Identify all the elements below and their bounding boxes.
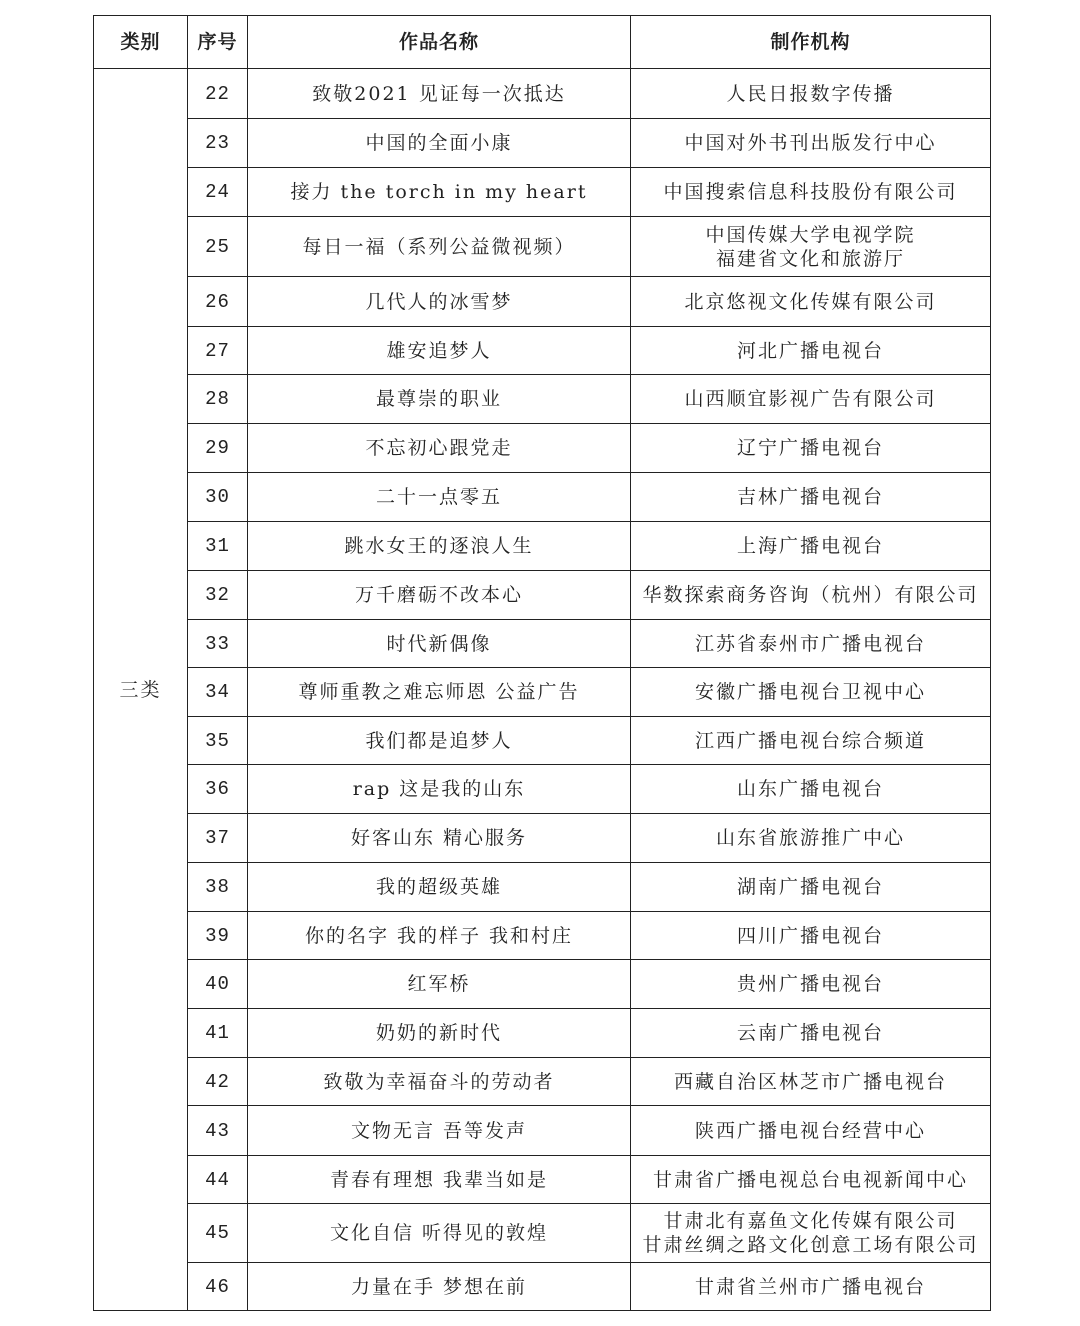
table-row	[94, 863, 991, 912]
producer-cell	[631, 668, 991, 717]
table-row	[94, 424, 991, 473]
table-row	[94, 473, 991, 522]
work-title: 不忘初心跟党走	[248, 424, 631, 473]
row-number: 24	[188, 168, 248, 217]
producer-cell	[631, 375, 991, 424]
producer-name: 甘肃省广播电视总台电视新闻中心	[652, 1168, 968, 1191]
producer-name: 中国对外书刊出版发行中心	[684, 132, 937, 154]
work-title: rap 这是我的山东	[248, 765, 631, 814]
row-number: 34	[188, 668, 248, 717]
producer-name: 人民日报数字传播	[726, 82, 895, 105]
producer-cell	[631, 424, 991, 473]
row-number: 26	[188, 277, 248, 327]
producer-cell	[631, 717, 991, 765]
row-number: 39	[188, 912, 248, 960]
producer-cell	[631, 277, 991, 327]
producer-cell	[631, 327, 991, 375]
producer-cell	[631, 863, 991, 912]
table-row	[94, 717, 991, 765]
table-row	[94, 1009, 991, 1058]
category-cell: 三类	[94, 69, 188, 1311]
work-title: 好客山东 精心服务	[248, 814, 631, 863]
header-number: 序号	[188, 16, 248, 69]
producer-cell	[631, 1058, 991, 1106]
producer-name: 福建省文化和旅游厅	[715, 247, 905, 270]
row-number: 29	[188, 424, 248, 473]
producer-cell	[631, 1156, 991, 1204]
header-title: 作品名称	[248, 16, 631, 69]
row-number: 36	[188, 765, 248, 814]
producer-name: 山西顺宜影视广告有限公司	[684, 388, 937, 410]
producer-name: 江西广播电视台综合频道	[694, 729, 926, 752]
table-row	[94, 1156, 991, 1204]
producer-cell	[631, 1263, 991, 1311]
header-producer: 制作机构	[631, 16, 991, 69]
row-number: 45	[188, 1204, 248, 1263]
table-row	[94, 1204, 991, 1263]
work-title: 我的超级英雄	[248, 863, 631, 912]
table-row	[94, 912, 991, 960]
producer-name: 吉林广播电视台	[736, 486, 884, 508]
row-number: 23	[188, 119, 248, 168]
producer-cell	[631, 168, 991, 217]
producer-cell	[631, 1106, 991, 1156]
work-title: 万千磨砺不改本心	[248, 571, 631, 620]
work-title: 文化自信 听得见的敦煌	[248, 1204, 631, 1263]
table-row	[94, 168, 991, 217]
work-title: 青春有理想 我辈当如是	[248, 1156, 631, 1204]
producer-name: 云南广播电视台	[736, 1022, 884, 1044]
row-number: 30	[188, 473, 248, 522]
producer-name: 中国搜索信息科技股份有限公司	[663, 181, 958, 203]
work-title: 致敬2021 见证每一次抵达	[248, 69, 631, 119]
table-row	[94, 327, 991, 375]
table-row	[94, 375, 991, 424]
producer-name: 甘肃省兰州市广播电视台	[694, 1275, 926, 1298]
row-number: 43	[188, 1106, 248, 1156]
producer-name: 辽宁广播电视台	[736, 437, 884, 459]
producer-cell	[631, 912, 991, 960]
row-number: 28	[188, 375, 248, 424]
work-title: 你的名字 我的样子 我和村庄	[248, 912, 631, 960]
table-row	[94, 1058, 991, 1106]
table-row	[94, 960, 991, 1009]
row-number: 40	[188, 960, 248, 1009]
producer-cell	[631, 814, 991, 863]
producer-cell	[631, 1204, 991, 1263]
row-number: 32	[188, 571, 248, 620]
producer-name: 中国传媒大学电视学院	[705, 223, 916, 246]
row-number: 27	[188, 327, 248, 375]
work-title: 中国的全面小康	[248, 119, 631, 168]
work-title: 尊师重教之难忘师恩 公益广告	[248, 668, 631, 717]
work-title: 接力 the torch in my heart	[248, 168, 631, 217]
table-row	[94, 814, 991, 863]
work-title: 时代新偶像	[248, 620, 631, 668]
work-title: 红军桥	[248, 960, 631, 1009]
table-row	[94, 69, 991, 119]
row-number: 38	[188, 863, 248, 912]
row-number: 31	[188, 522, 248, 571]
producer-cell	[631, 620, 991, 668]
work-title: 几代人的冰雪梦	[248, 277, 631, 327]
producer-name: 贵州广播电视台	[736, 973, 884, 995]
work-title: 文物无言 吾等发声	[248, 1106, 631, 1156]
producer-cell	[631, 960, 991, 1009]
row-number: 41	[188, 1009, 248, 1058]
table-row	[94, 620, 991, 668]
table-row	[94, 571, 991, 620]
header-category: 类别	[94, 16, 188, 69]
work-title: 二十一点零五	[248, 473, 631, 522]
row-number: 46	[188, 1263, 248, 1311]
work-title: 每日一福（系列公益微视频）	[248, 217, 631, 277]
producer-cell	[631, 217, 991, 277]
producer-name: 西藏自治区林芝市广播电视台	[673, 1070, 947, 1093]
producer-name: 山东广播电视台	[736, 778, 884, 800]
table-row	[94, 119, 991, 168]
table-row	[94, 765, 991, 814]
producer-name: 四川广播电视台	[736, 924, 884, 947]
row-number: 22	[188, 69, 248, 119]
table-row	[94, 1106, 991, 1156]
producer-cell	[631, 765, 991, 814]
row-number: 33	[188, 620, 248, 668]
table-row	[94, 668, 991, 717]
producer-cell	[631, 1009, 991, 1058]
producer-cell	[631, 473, 991, 522]
producer-cell	[631, 571, 991, 620]
row-number: 35	[188, 717, 248, 765]
producer-name: 上海广播电视台	[736, 535, 884, 557]
producer-name: 山东省旅游推广中心	[715, 827, 905, 849]
work-title: 最尊崇的职业	[248, 375, 631, 424]
table-header-row	[94, 16, 991, 69]
table-row	[94, 277, 991, 327]
row-number: 25	[188, 217, 248, 277]
work-title: 致敬为幸福奋斗的劳动者	[248, 1058, 631, 1106]
work-title: 跳水女王的逐浪人生	[248, 522, 631, 571]
table-row	[94, 522, 991, 571]
work-title: 力量在手 梦想在前	[248, 1263, 631, 1311]
work-title: 雄安追梦人	[248, 327, 631, 375]
row-number: 37	[188, 814, 248, 863]
work-title: 奶奶的新时代	[248, 1009, 631, 1058]
producer-name: 江苏省泰州市广播电视台	[694, 632, 926, 655]
producer-cell	[631, 69, 991, 119]
row-number: 42	[188, 1058, 248, 1106]
producer-name: 安徽广播电视台卫视中心	[694, 681, 926, 703]
producer-cell	[631, 522, 991, 571]
producer-name: 北京悠视文化传媒有限公司	[684, 290, 937, 313]
producer-name: 湖南广播电视台	[736, 876, 884, 898]
producer-name: 甘肃丝绸之路文化创意工场有限公司	[642, 1234, 979, 1256]
table-row	[94, 217, 991, 277]
producer-name: 陕西广播电视台经营中心	[694, 1119, 926, 1142]
producer-name: 河北广播电视台	[736, 339, 884, 362]
producer-cell	[631, 119, 991, 168]
works-table	[93, 15, 991, 1311]
work-title: 我们都是追梦人	[248, 717, 631, 765]
producer-name: 华数探索商务咨询（杭州）有限公司	[642, 584, 979, 606]
row-number: 44	[188, 1156, 248, 1204]
producer-name: 甘肃北有嘉鱼文化传媒有限公司	[663, 1210, 958, 1232]
table-row	[94, 1263, 991, 1311]
